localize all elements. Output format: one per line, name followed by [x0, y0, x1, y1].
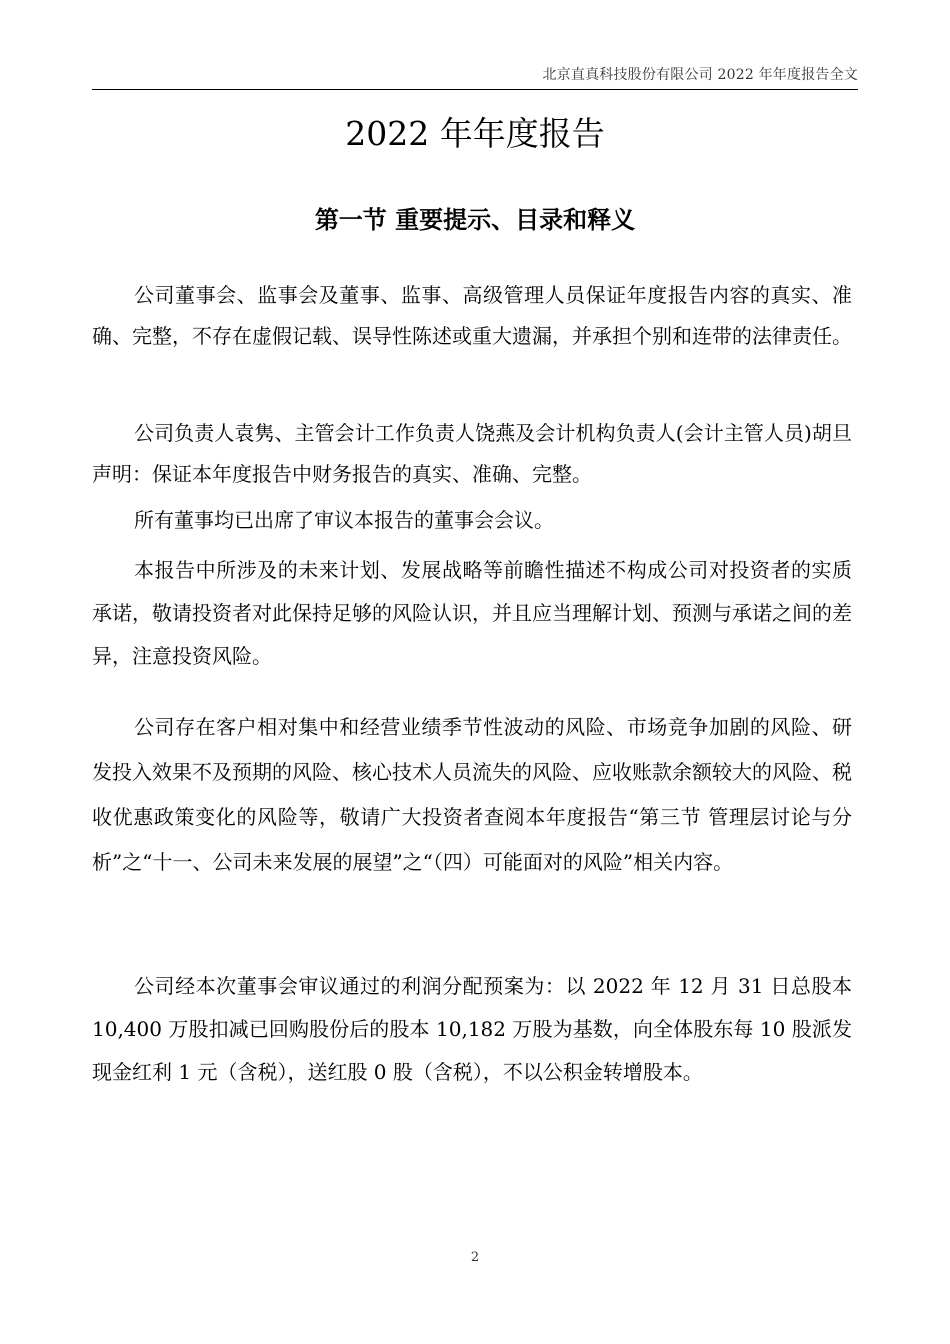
report-title: 2022 年年度报告: [345, 114, 605, 153]
paragraph-profit-distribution: 公司经本次董事会审议通过的利润分配预案为：以 2022 年 12 月 31 日总股本 10,400 万股扣减已回购股份后的股本 10,182 万股为基数，向全体股东每 10 股派发现金红利 1 元（含税），送红股 0 股（含税），不以公积金转增股本。: [92, 974, 852, 1084]
paragraph-responsibility-statement: 公司董事会、监事会及董事、监事、高级管理人员保证年度报告内容的真实、准确、完整，不存在虚假记载、误导性陈述或重大遗漏，并承担个别和连带的法律责任。: [92, 283, 852, 348]
section-title: 第一节 重要提示、目录和释义: [314, 205, 636, 234]
running-header: 北京直真科技股份有限公司 2022 年年度报告全文: [542, 67, 858, 83]
paragraph-risk-factors: 公司存在客户相对集中和经营业绩季节性波动的风险、市场竞争加剧的风险、研发投入效果不及预期的风险、核心技术人员流失的风险、应收账款余额较大的风险、税收优惠政策变化的风险等，敬请广大投资者查阅本年度报告“第三节 管理层讨论与分析”之“十一、公司未来发展的展望”之“（四）可能面对的风险”相关内容。: [92, 715, 852, 874]
paragraph-forward-looking-disclaimer: 本报告中所涉及的未来计划、发展战略等前瞻性描述不构成公司对投资者的实质承诺，敬请投资者对此保持足够的风险认识，并且应当理解计划、预测与承诺之间的差异，注意投资风险。: [92, 558, 852, 668]
paragraph-board-attendance: 所有董事均已出席了审议本报告的董事会会议。: [134, 508, 554, 532]
header-divider: [92, 89, 858, 90]
paragraph-financial-declaration: 公司负责人袁隽、主管会计工作负责人饶燕及会计机构负责人(会计主管人员)胡旦声明：保证本年度报告中财务报告的真实、准确、完整。: [92, 421, 852, 486]
page-number: 2: [470, 1250, 480, 1265]
